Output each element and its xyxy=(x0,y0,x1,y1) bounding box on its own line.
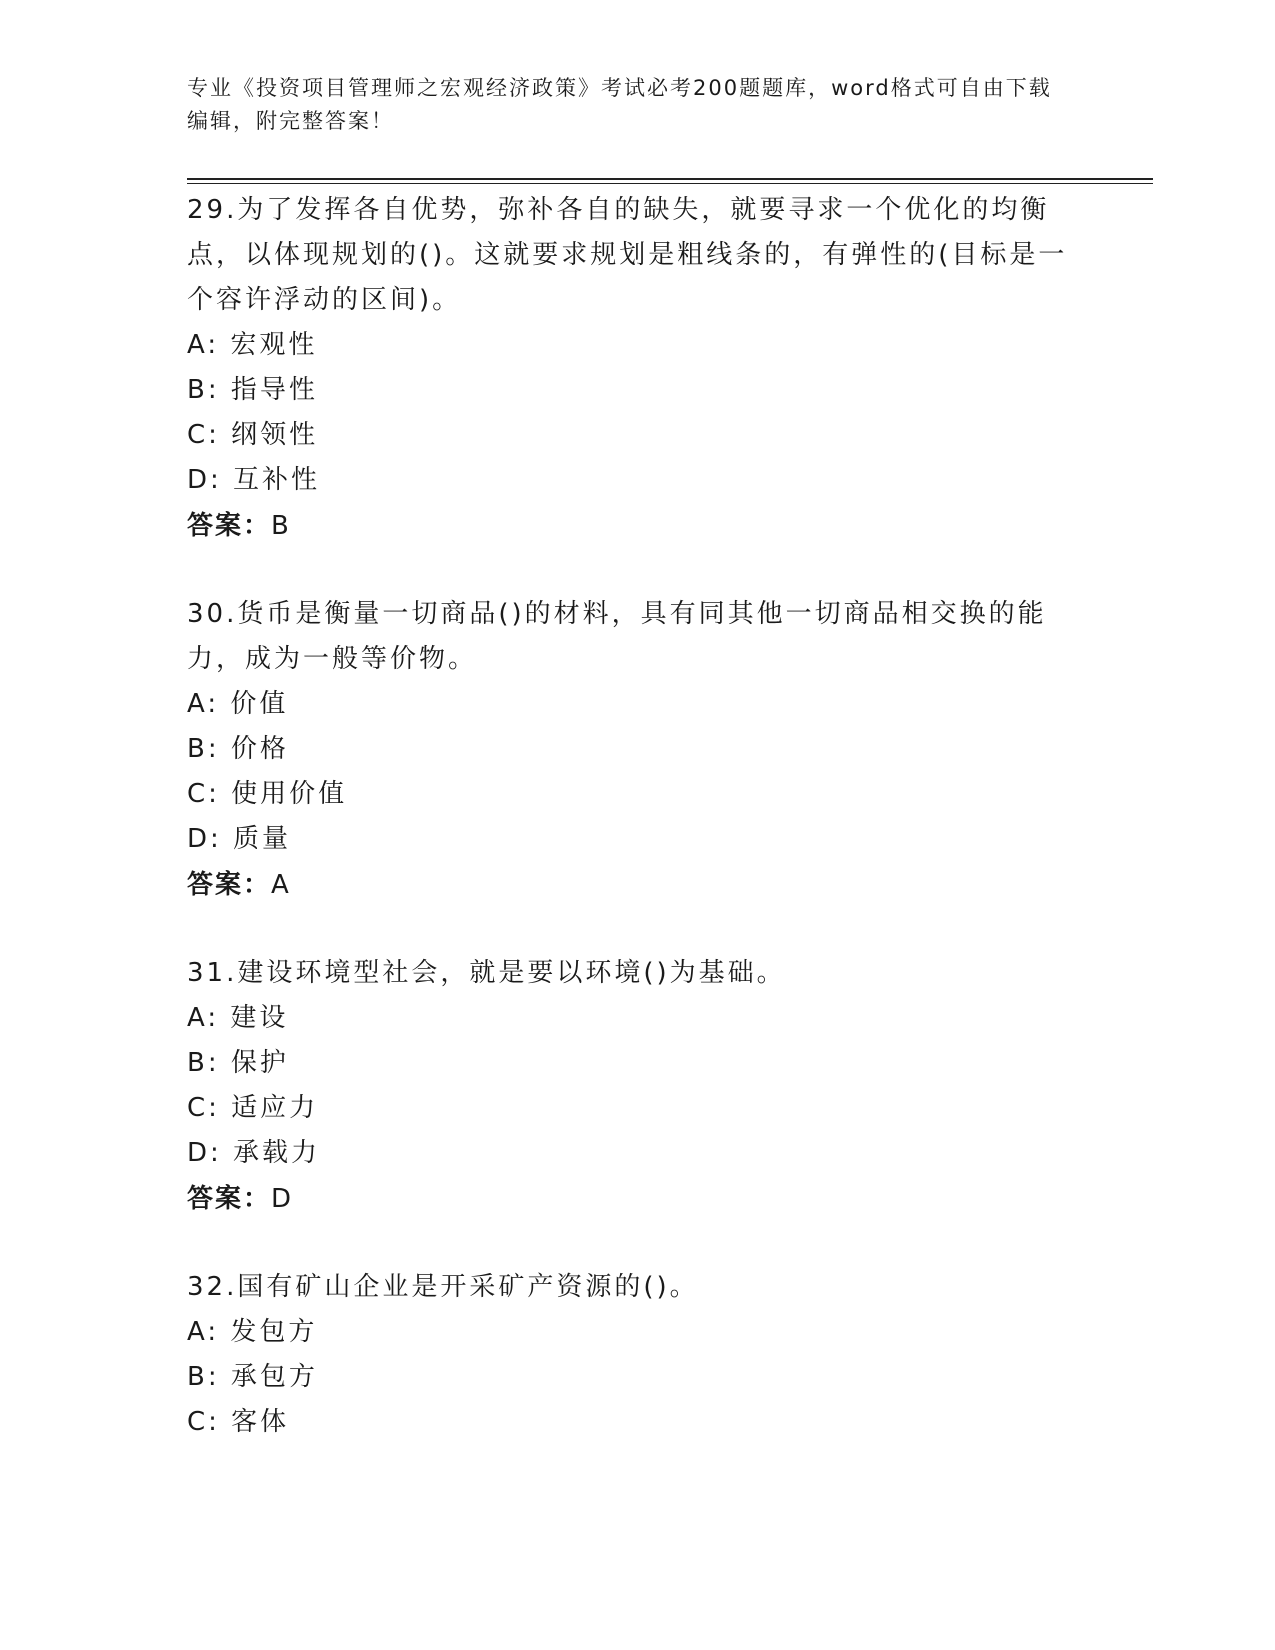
question-31 xyxy=(187,951,1087,1222)
option-c: C: 纲领性 xyxy=(187,420,319,450)
option-d: D: 承载力 xyxy=(187,1138,321,1168)
question-32 xyxy=(187,1265,1087,1445)
option-b: B: 指导性 xyxy=(187,375,318,405)
header-divider-thick xyxy=(187,178,1153,180)
option-b: B: 承包方 xyxy=(187,1362,318,1392)
answer-value: D xyxy=(271,1184,294,1214)
answer-label: 答案： xyxy=(187,1184,272,1214)
option-c: C: 客体 xyxy=(187,1407,290,1437)
option-a: A: 宏观性 xyxy=(187,330,318,360)
option-b: B: 价格 xyxy=(187,734,289,764)
question-text: 29.为了发挥各自优势，弥补各自的缺失，就要寻求一个优化的均衡点，以体现规划的()。这就要求规划是粗线条的，有弹性的(目标是一个容许浮动的区间)。 xyxy=(187,195,1068,315)
answer-label: 答案： xyxy=(187,870,272,900)
question-30 xyxy=(187,592,1087,908)
answer-line xyxy=(187,1176,1087,1222)
option-c: C: 使用价值 xyxy=(187,779,348,809)
answer-label: 答案： xyxy=(187,511,272,541)
option-a: A: 建设 xyxy=(187,1003,289,1033)
option-b: B: 保护 xyxy=(187,1048,289,1078)
question-29 xyxy=(187,188,1087,549)
question-text: 31.建设环境型社会，就是要以环境()为基础。 xyxy=(187,958,786,988)
question-text: 32.国有矿山企业是开采矿产资源的()。 xyxy=(187,1272,699,1302)
option-a: A: 价值 xyxy=(187,689,289,719)
option-c: C: 适应力 xyxy=(187,1093,319,1123)
answer-value: B xyxy=(271,511,291,541)
answer-line xyxy=(187,862,1087,908)
answer-line xyxy=(187,503,1087,549)
header-divider-thin xyxy=(187,183,1153,184)
answer-value: A xyxy=(271,870,291,900)
document-header: 专业《投资项目管理师之宏观经济政策》考试必考200题题库，word格式可自由下载编辑，附完整答案！ xyxy=(187,76,1052,133)
option-d: D: 互补性 xyxy=(187,465,321,495)
option-d: D: 质量 xyxy=(187,824,292,854)
option-a: A: 发包方 xyxy=(187,1317,318,1347)
question-text: 30.货币是衡量一切商品()的材料，具有同其他一切商品相交换的能力，成为一般等价物。 xyxy=(187,599,1047,674)
question-list xyxy=(187,188,1087,1488)
